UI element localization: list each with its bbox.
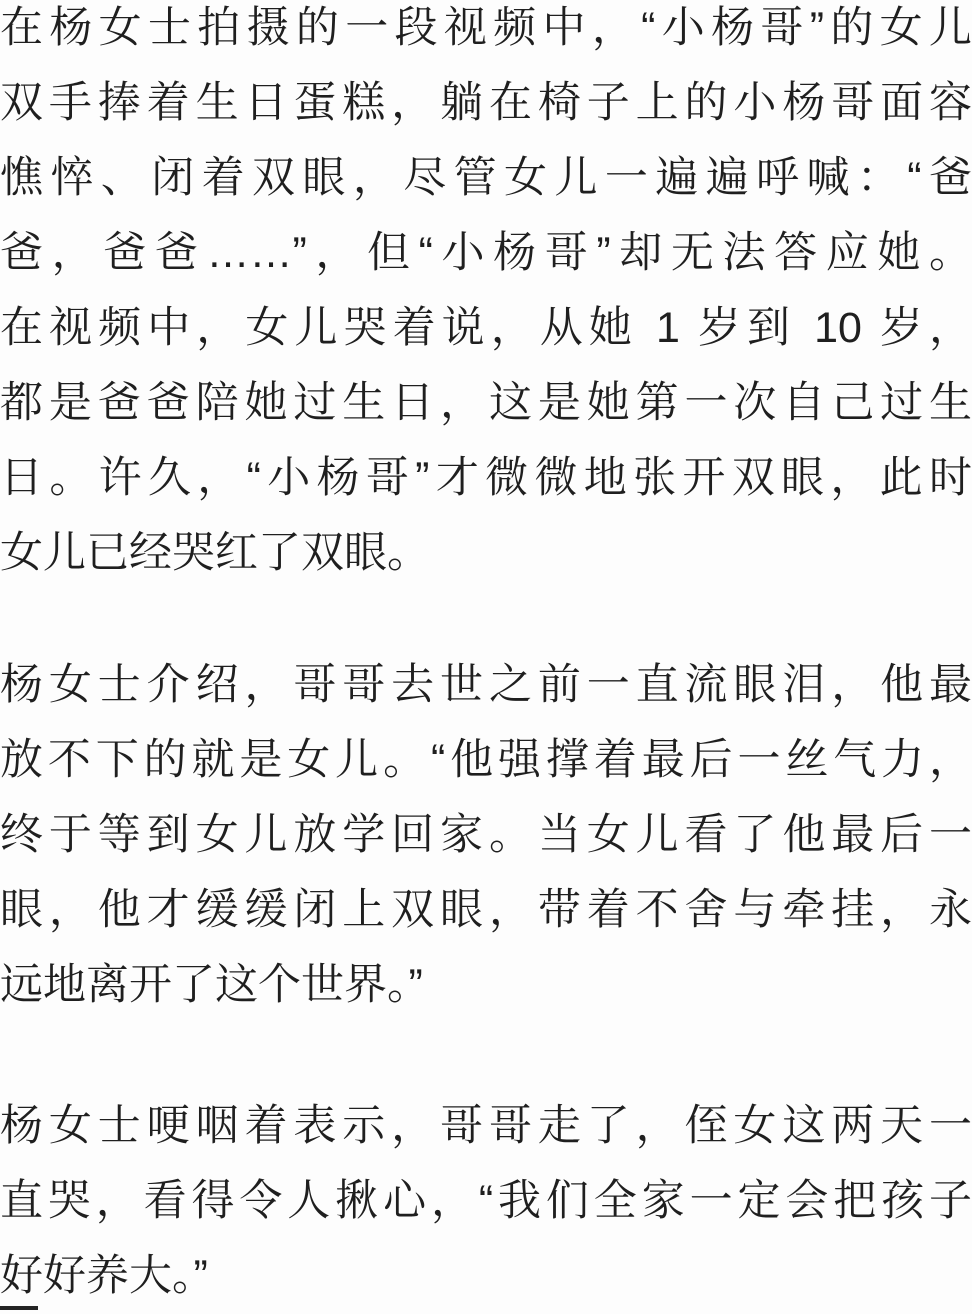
text-line: 远地离开了这个世界。” — [0, 961, 423, 1009]
paragraph — [0, 1089, 972, 1314]
text-line: 杨女士哽咽着表示，哥哥走了，侄女这两天一 — [0, 1102, 972, 1150]
paragraph — [0, 0, 972, 591]
text-line: 在杨女士拍摄的一段视频中，“小杨哥”的女儿 — [0, 4, 972, 52]
cutoff-next-line-fragment — [0, 1306, 38, 1310]
text-line: 眼，他才缓缓闭上双眼，带着不舍与牵挂，永 — [0, 886, 972, 934]
text-line: 都是爸爸陪她过生日，这是她第一次自己过生 — [0, 379, 972, 427]
paragraph — [0, 648, 972, 1023]
text-line: 好好养大。” — [0, 1252, 208, 1300]
text-line: 直哭，看得令人揪心，“我们全家一定会把孩子 — [0, 1177, 972, 1225]
text-line: 双手捧着生日蛋糕，躺在椅子上的小杨哥面容 — [0, 79, 972, 127]
text-line: 在视频中，女儿哭着说，从她 1 岁到 10 岁， — [0, 304, 972, 352]
text-line: 爸，爸爸……”，但“小杨哥”却无法答应她。 — [0, 229, 972, 277]
text-line: 终于等到女儿放学回家。当女儿看了他最后一 — [0, 811, 972, 859]
text-line: 女儿已经哭红了双眼。 — [0, 529, 430, 577]
text-line: 放不下的就是女儿。“他强撑着最后一丝气力， — [0, 736, 972, 784]
text-line: 憔悴、闭着双眼，尽管女儿一遍遍呼喊：“爸 — [0, 154, 972, 202]
text-line: 日。许久，“小杨哥”才微微地张开双眼，此时 — [0, 454, 972, 502]
text-line: 杨女士介绍，哥哥去世之前一直流眼泪，他最 — [0, 661, 972, 709]
